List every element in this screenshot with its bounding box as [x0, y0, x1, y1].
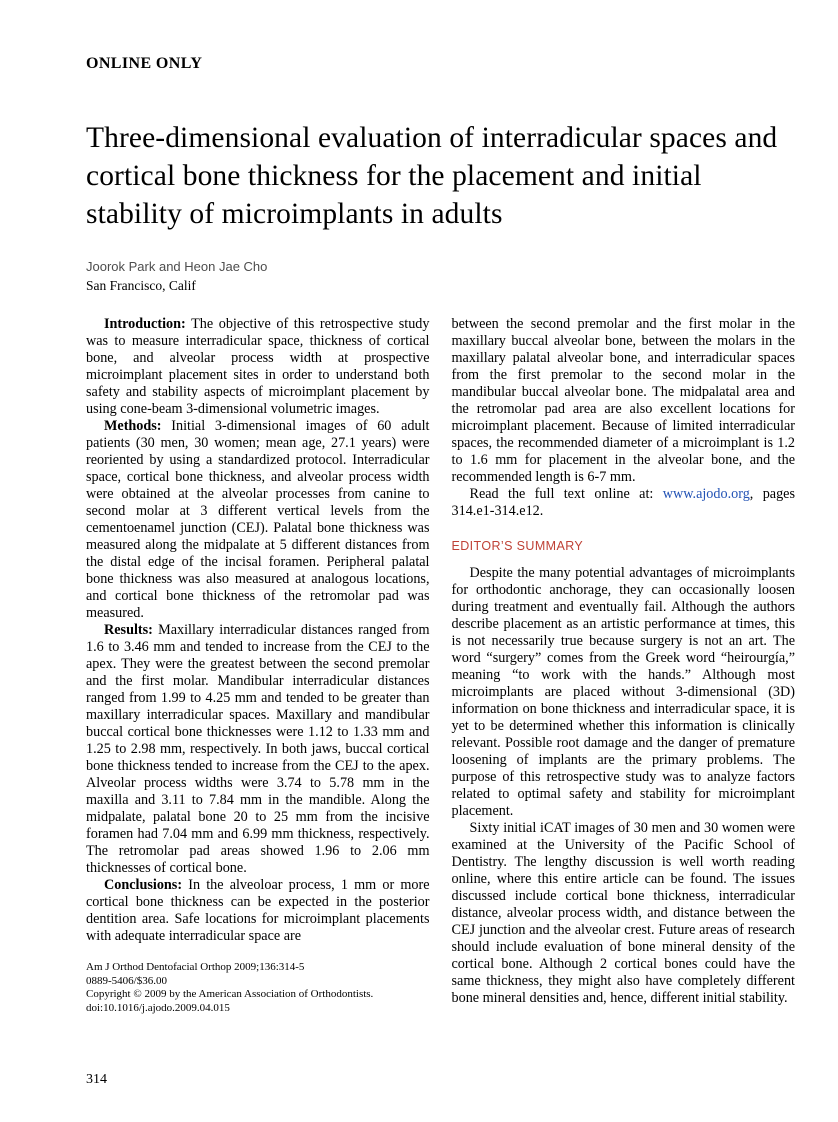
- paragraph-text-conclusions: In the alveoloar process, 1 mm or more cortical bone thickness can be expected in the posterior dentition area. Safe locations for microimplant placements with adequate interradicular space are: [86, 877, 430, 944]
- abstract-paragraph-conclusions: [86, 877, 430, 945]
- ajodo-link[interactable]: www.ajodo.org: [662, 486, 750, 502]
- affiliation-line: San Francisco, Calif: [86, 278, 196, 293]
- journal-footnote: [86, 961, 430, 1015]
- footnote-citation: Am J Orthod Dentofacial Orthop 2009;136:314-5: [86, 961, 305, 973]
- editors-summary-paragraph-2: Sixty initial iCAT images of 30 men and 30 women were examined at the University of the Pacific School of Dentistry. The lengthy discussion is well worth reading online, where this entire article can be found. The issues discussed include cortical bone thickness, interradicular distance, alveolar process width, and distance between the CEJ junction and the alveolar crest. Future areas of research should include evaluation of bone mineral density of the cortical bone. Although 2 cortical bones could have the same thickness, they might also have completely different bone mineral densities and, hence, different initial stability.: [451, 820, 795, 1006]
- authors-line: Joorok Park and Heon Jae Cho: [86, 259, 268, 274]
- read-online-suffix: , pages 314.e1-314.e12.: [451, 486, 795, 519]
- abstract-continuation: between the second premolar and the first molar in the maxillary buccal alveolar bone, between the molars in the maxillary palatal alveolar bone, and interradicular spaces from the first premolar to the second molar in the mandibular buccal alveolar bone. The midpalatal area and the retromolar pad area are also excellent locations for microimplant placement. Because of limited interradicular spaces, the recommended diameter of a microimplant is 1.2 to 1.6 mm for placement in the alveolar bone, and the recommended length is 6-7 mm.: [451, 316, 795, 485]
- footnote-issn: 0889-5406/$36.00: [86, 974, 167, 987]
- paragraph-text-results: Maxillary interradicular distances ranged from 1.6 to 3.46 mm and tended to increase from the CEJ to the apex. They were the greatest between the second premolar and the first molar. Mandibular interradicular distances ranged from 1.99 to 4.25 mm and tended to be greater than maxillary interradicular spaces. Maxillary and mandibular buccal cortical bone thicknesses were 1.12 to 1.33 mm and 1.25 to 2.98 mm, respectively. In both jaws, buccal cortical bone thickness tended to increase from the CEJ to the apex. Alveolar process widths were 3.74 to 5.78 mm in the maxilla and 3.11 to 7.84 mm in the mandible. Along the midpalate, palatal bone 20 to 25 mm from the incisive foramen had 7.04 mm and 6.99 mm thickness, respectively. The retromolar pad areas showed 1.96 to 2.06 mm thicknesses of cortical bone.: [86, 622, 430, 876]
- paragraph-label-introduction: Introduction:: [104, 316, 186, 332]
- read-online-paragraph: [452, 486, 796, 520]
- right-column: [452, 316, 796, 1015]
- editors-summary-paragraph-1: Despite the many potential advantages of microimplants for orthodontic anchorage, they can occasionally loosen during treatment and eventually fail. Although the authors describe placement as an artistic performance at times, this is not necessarily true because surgery is not an art. The word “surgery” comes from the Greek word “heirourgía,” meaning “to work with the hands.” Although most microimplants are placed without 3-dimensional (3D) information on bone thickness and interradicular space, it is yet to be determined whether this information is clinically relevant. Possible root damage and the danger of premature loosening of implants are the primary problems. The purpose of this retrospective study was to analyze factors related to optimal safety and stability for microimplant placement.: [451, 565, 795, 819]
- footnote-doi: doi:10.1016/j.ajodo.2009.04.015: [86, 1001, 230, 1014]
- left-column: [86, 316, 430, 1015]
- paragraph-label-methods: Methods:: [104, 418, 162, 434]
- footnote-copyright: Copyright © 2009 by the American Association of Orthodontists.: [86, 988, 374, 1000]
- paragraph-text-methods: Initial 3-dimensional images of 60 adult patients (30 men, 30 women; mean age, 27.1 years) were reoriented by using a standardized protocol. Interradicular space, cortical bone thickness, and alveolar process width were obtained at the alveolar processes from canine to second molar at 3 different vertical levels from the cementoenamel junction (CEJ). Palatal bone thickness was measured along the midpalate at 5 different distances from the distal edge of the incisal foramen. Peripheral palatal bone thickness was also measured at analogous locations, and cortical bone thickness of the retromolar pad was measured.: [86, 418, 430, 621]
- editors-summary-heading: EDITOR’S SUMMARY: [451, 539, 584, 553]
- online-only-label: ONLINE ONLY: [86, 55, 203, 72]
- paragraph-text-introduction: The objective of this retrospective study was to measure interradicular space, thickness of cortical bone, and alveolar process width at prospective microimplant placement sites in order to understand both safety and stability aspects of microimplant placement by using cone-beam 3-dimensional volumetric images.: [86, 316, 430, 417]
- abstract-paragraph-results: [86, 622, 430, 877]
- abstract-paragraph-introduction: [86, 316, 430, 418]
- paragraph-label-conclusions: Conclusions:: [104, 877, 183, 893]
- abstract-paragraph-methods: [86, 418, 430, 622]
- two-column-body: [86, 316, 795, 1015]
- read-online-prefix: Read the full text online at:: [469, 486, 663, 502]
- article-title: Three-dimensional evaluation of interradicular spaces and cortical bone thickness for the placement and initial stability of microimplants in adults: [86, 122, 778, 230]
- page-number: 314: [86, 1072, 107, 1087]
- paragraph-label-results: Results:: [104, 622, 153, 638]
